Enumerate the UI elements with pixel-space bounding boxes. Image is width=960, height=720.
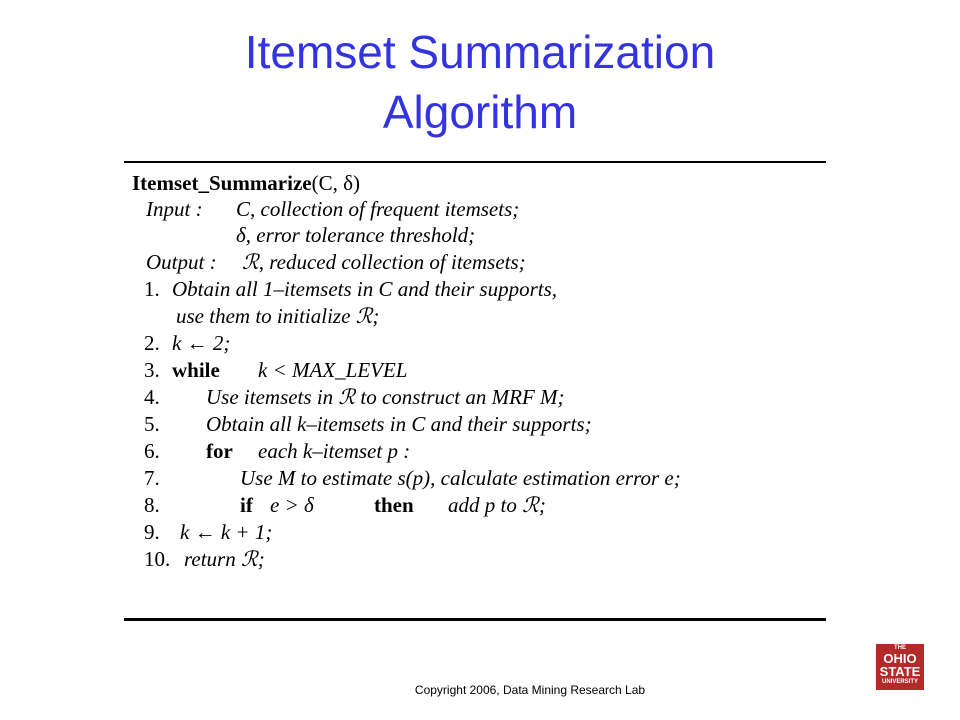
step-number: 7. — [144, 466, 160, 490]
step-action: add p to ℛ; — [448, 493, 546, 517]
step-number: 6. — [144, 439, 160, 463]
keyword-while: while — [172, 358, 220, 382]
step-condition: e > δ — [270, 493, 314, 517]
step-text: Use M to estimate s(p), calculate estimation error e; — [240, 466, 681, 490]
keyword-if: if — [240, 493, 253, 517]
output-label: Output : — [146, 250, 217, 274]
step-number: 5. — [144, 412, 160, 436]
title-line-1: Itemset Summarization — [244, 26, 716, 78]
top-rule — [124, 161, 826, 163]
step-number: 4. — [144, 385, 160, 409]
logo-line-2: STATE — [879, 664, 921, 679]
step-text: each k–itemset p : — [258, 439, 411, 463]
step-number: 2. — [144, 331, 160, 355]
step-number: 9. — [144, 520, 160, 544]
step-text: k ← k + 1; — [180, 520, 273, 544]
title-line-2: Algorithm — [382, 86, 578, 138]
step-number: 1. — [144, 277, 160, 301]
step-text: k ← 2; — [172, 331, 231, 355]
step-number: 10. — [144, 547, 171, 571]
bottom-rule — [124, 618, 826, 621]
algorithm-header — [132, 170, 360, 196]
step-number: 8. — [144, 493, 160, 517]
input-text-1: C, collection of frequent itemsets; — [236, 197, 520, 221]
output-text: ℛ, reduced collection of itemsets; — [242, 250, 526, 274]
keyword-for: for — [206, 439, 233, 463]
step-text: return ℛ; — [184, 547, 265, 571]
step-text: use them to initialize ℛ; — [176, 304, 380, 328]
step-number: 3. — [144, 358, 160, 382]
keyword-then: then — [374, 493, 414, 517]
input-label: Input : — [146, 197, 203, 221]
slide-title — [0, 22, 960, 142]
step-text: Obtain all 1–itemsets in C and their supports, — [172, 277, 558, 301]
algorithm-name: Itemset_Summarize — [132, 171, 312, 195]
logo-line-1: OHIO — [883, 651, 917, 666]
step-text: Use itemsets in ℛ to construct an MRF M; — [206, 385, 565, 409]
step-text: k < MAX_LEVEL — [258, 358, 408, 382]
step-text: Obtain all k–itemsets in C and their supports; — [206, 412, 592, 436]
input-text-2: δ, error tolerance threshold; — [236, 223, 476, 247]
university-logo — [876, 644, 924, 690]
logo-top-text: THE — [894, 645, 906, 651]
copyright-footer: Copyright 2006, Data Mining Research Lab — [414, 683, 646, 697]
logo-bottom-text: UNIVERSITY — [881, 679, 918, 685]
algorithm-args: (C, δ) — [311, 171, 360, 195]
